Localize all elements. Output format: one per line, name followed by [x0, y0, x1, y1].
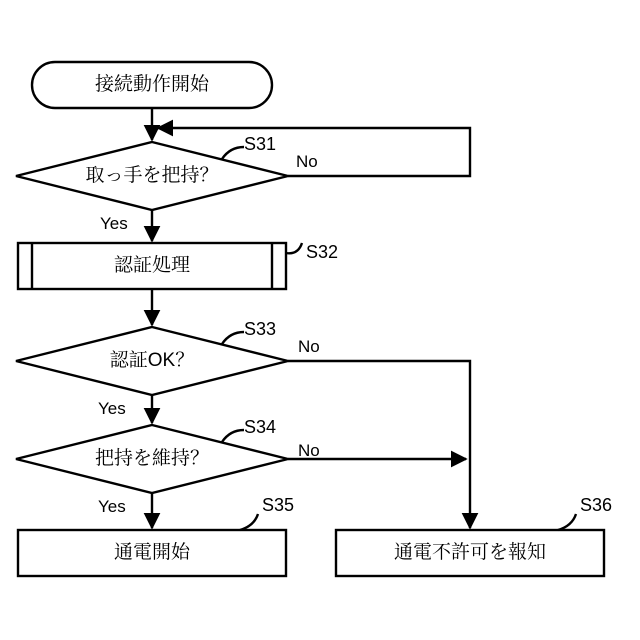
- edge-label-s33-yes: Yes: [98, 399, 126, 418]
- leader-s36: [558, 514, 576, 530]
- node-start-shape: [32, 62, 272, 108]
- node-s35-label: 通電開始: [113, 541, 190, 563]
- step-label-s35: S35: [262, 495, 295, 515]
- edge-label-s34-no: No: [298, 441, 320, 460]
- node-s31-label: 取っ手を把持？: [85, 164, 219, 186]
- leader-s34: [222, 430, 244, 442]
- node-s34-label: 把持を維持？: [94, 447, 209, 469]
- leader-s32: [286, 243, 302, 253]
- node-start-label: 接続動作開始: [94, 73, 209, 95]
- leader-s31: [222, 147, 244, 159]
- node-s36-label: 通電不許可を報知: [393, 541, 546, 563]
- leader-s35: [240, 514, 258, 530]
- edge-label-s34-yes: Yes: [98, 497, 126, 516]
- edge-label-s31-yes: Yes: [100, 214, 128, 233]
- step-label-s31: S31: [244, 134, 277, 154]
- step-label-s36: S36: [580, 495, 613, 515]
- leader-s33: [222, 332, 244, 344]
- node-s32-shape: [18, 243, 286, 289]
- step-label-s32: S32: [306, 242, 339, 262]
- node-s35-shape: [18, 530, 286, 576]
- edge-label-s31-no: No: [296, 152, 318, 171]
- edge-label-s33-no: No: [298, 337, 320, 356]
- node-s36-shape: [336, 530, 604, 576]
- step-label-s33: S33: [244, 319, 277, 339]
- node-s32-label: 認証処理: [113, 254, 190, 276]
- node-s33-label: 認証OK？: [109, 349, 195, 371]
- step-label-s34: S34: [244, 417, 277, 437]
